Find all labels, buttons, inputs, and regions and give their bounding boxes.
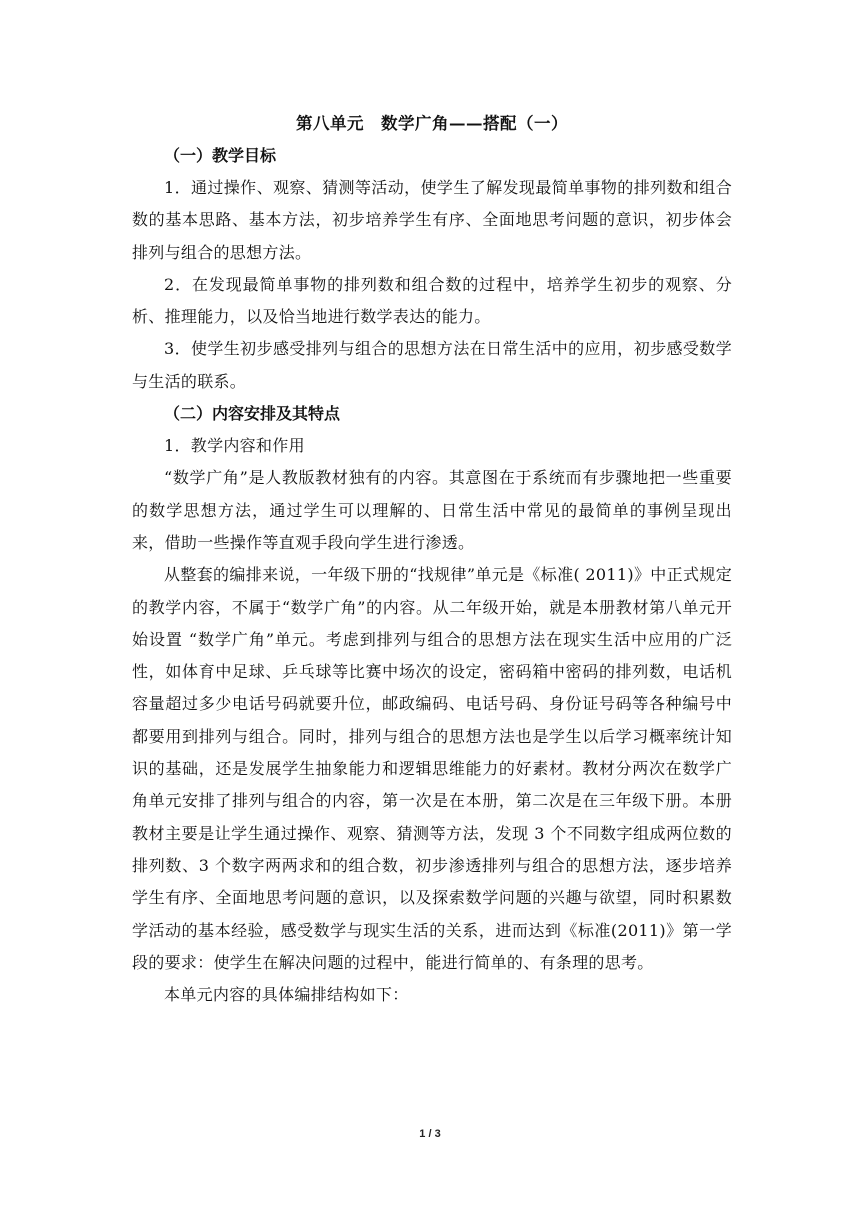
goal-paragraph-2: 2．在发现最简单事物的排列数和组合数的过程中，培养学生初步的观察、分析、推理能力，以及恰当地进行数学表达的能力。 — [132, 274, 732, 327]
document-body — [132, 108, 732, 1011]
page-number: 1 / 3 — [419, 1128, 441, 1140]
document-title: 第八单元 数学广角——搭配（一） — [296, 114, 568, 133]
subheading-teaching-content: 1．教学内容和作用 — [164, 436, 305, 456]
section-heading-teaching-goals: （一）教学目标 — [164, 146, 277, 165]
content-paragraph-1: “数学广角”是人教版教材独有的内容。其意图在于系统而有步骤地把一些重要的数学思想方法，通过学生可以理解的、日常生活中常见的最简单的事例呈现出来，借助一些操作等直观手段向学生进行渗透。 — [132, 468, 732, 552]
content-paragraph-2: 从整套的编排来说，一年级下册的“找规律”单元是《标准( 2011)》中正式规定的教学内容，不属于“数学广角”的内容。从二年级开始，就是本册教材第八单元开始设置 “数学广角”单元。考虑到排列与组合的思想方法在现实生活中应用的广泛性，如体育中足球、乒乓球等比赛中场次的设定，密码箱中密码的排列数，电话机容量超过多少电话号码就要升位，邮政编码、电话号码、身份证号码等各种编号中都要用到排列与组合。同时，排列与组合的思想方法也是学生以后学习概率统计知识的基础，还是发展学生抽象能力和逻辑思维能力的好素材。教材分两次在数学广角单元安排了排列与组合的内容，第一次是在本册，第二次是在三年级下册。本册教材主要是让学生通过操作、观察、猜测等方法，发现 3 个不同数字组成两位数的排列数、3 个数字两两求和的组合数，初步渗透排列与组合的思想方法，逐步培养学生有序、全面地思考问题的意识，以及探索数学问题的兴趣与欲望，同时积累数学活动的基本经验，感受数学与现实生活的关系，进而达到《标准(2011)》第一学段的要求：使学生在解决问题的过程中，能进行简单的、有条理的思考。 — [132, 565, 732, 972]
content-paragraph-3: 本单元内容的具体编排结构如下： — [164, 985, 409, 1005]
goal-paragraph-1: 1．通过操作、观察、猜测等活动，使学生了解发现最简单事物的排列数和组合数的基本思路、基本方法，初步培养学生有序、全面地思考问题的意识，初步体会排列与组合的思想方法。 — [132, 178, 732, 262]
goal-paragraph-3: 3．使学生初步感受排列与组合的思想方法在日常生活中的应用，初步感受数学与生活的联系。 — [132, 339, 732, 391]
section-heading-content-arrangement: （二）内容安排及其特点 — [164, 404, 341, 424]
